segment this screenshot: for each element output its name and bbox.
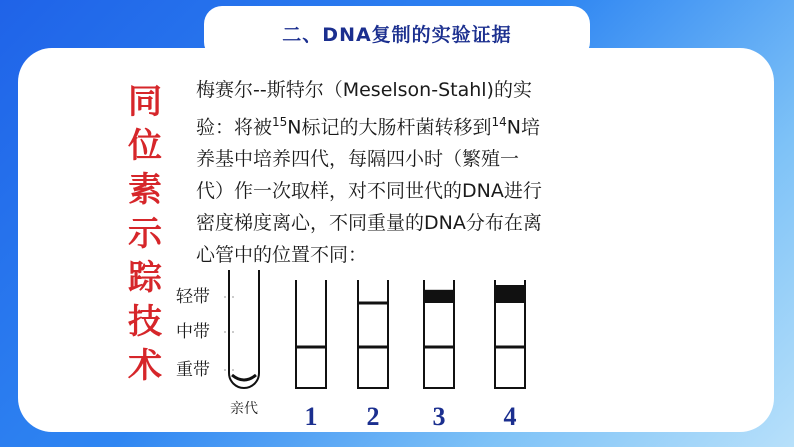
heavy-band (232, 375, 256, 380)
side-title-char: 踪 (128, 258, 162, 298)
side-title-char: 同 (128, 82, 162, 122)
light-band (495, 285, 525, 303)
text-run: N标记的大肠杆菌转移到 (287, 116, 492, 139)
text-run: N培 (506, 116, 541, 139)
tube-outline (296, 280, 326, 388)
side-title-char: 术 (128, 346, 162, 386)
heavy-band-label: 重带 (176, 360, 210, 380)
tube-outline (358, 280, 388, 388)
paragraph-line: 代）作一次取样，对不同世代的DNA进行 (196, 180, 542, 203)
tube-label: 2 (366, 402, 380, 431)
tube-label: 3 (432, 402, 446, 431)
side-title-char: 示 (128, 214, 162, 254)
light-band (424, 290, 454, 303)
light-band-label: 轻带 (176, 287, 210, 307)
tube-label: 亲代 (230, 401, 258, 417)
paragraph-line: 梅赛尔--斯特尔（Meselson-Stahl)的实 (196, 79, 532, 101)
tube-label: 4 (503, 402, 517, 431)
middle-band-label: 中带 (176, 322, 210, 342)
paragraph-line: 心管中的位置不同： (196, 244, 368, 267)
superscript: 14 (491, 115, 507, 129)
side-title-char: 素 (128, 170, 162, 210)
slide-title: 二、DNA复制的实验证据 (282, 24, 512, 46)
superscript: 15 (272, 115, 288, 129)
side-title-char: 技 (128, 302, 162, 342)
tube-label: 1 (304, 402, 318, 431)
side-title-char: 位 (128, 126, 162, 166)
paragraph-line: 密度梯度离心，不同重量的DNA分布在离 (196, 212, 542, 235)
text-run: 验：将被 (196, 116, 273, 139)
paragraph-line: 养基中培养四代，每隔四小时（繁殖一 (196, 148, 520, 171)
